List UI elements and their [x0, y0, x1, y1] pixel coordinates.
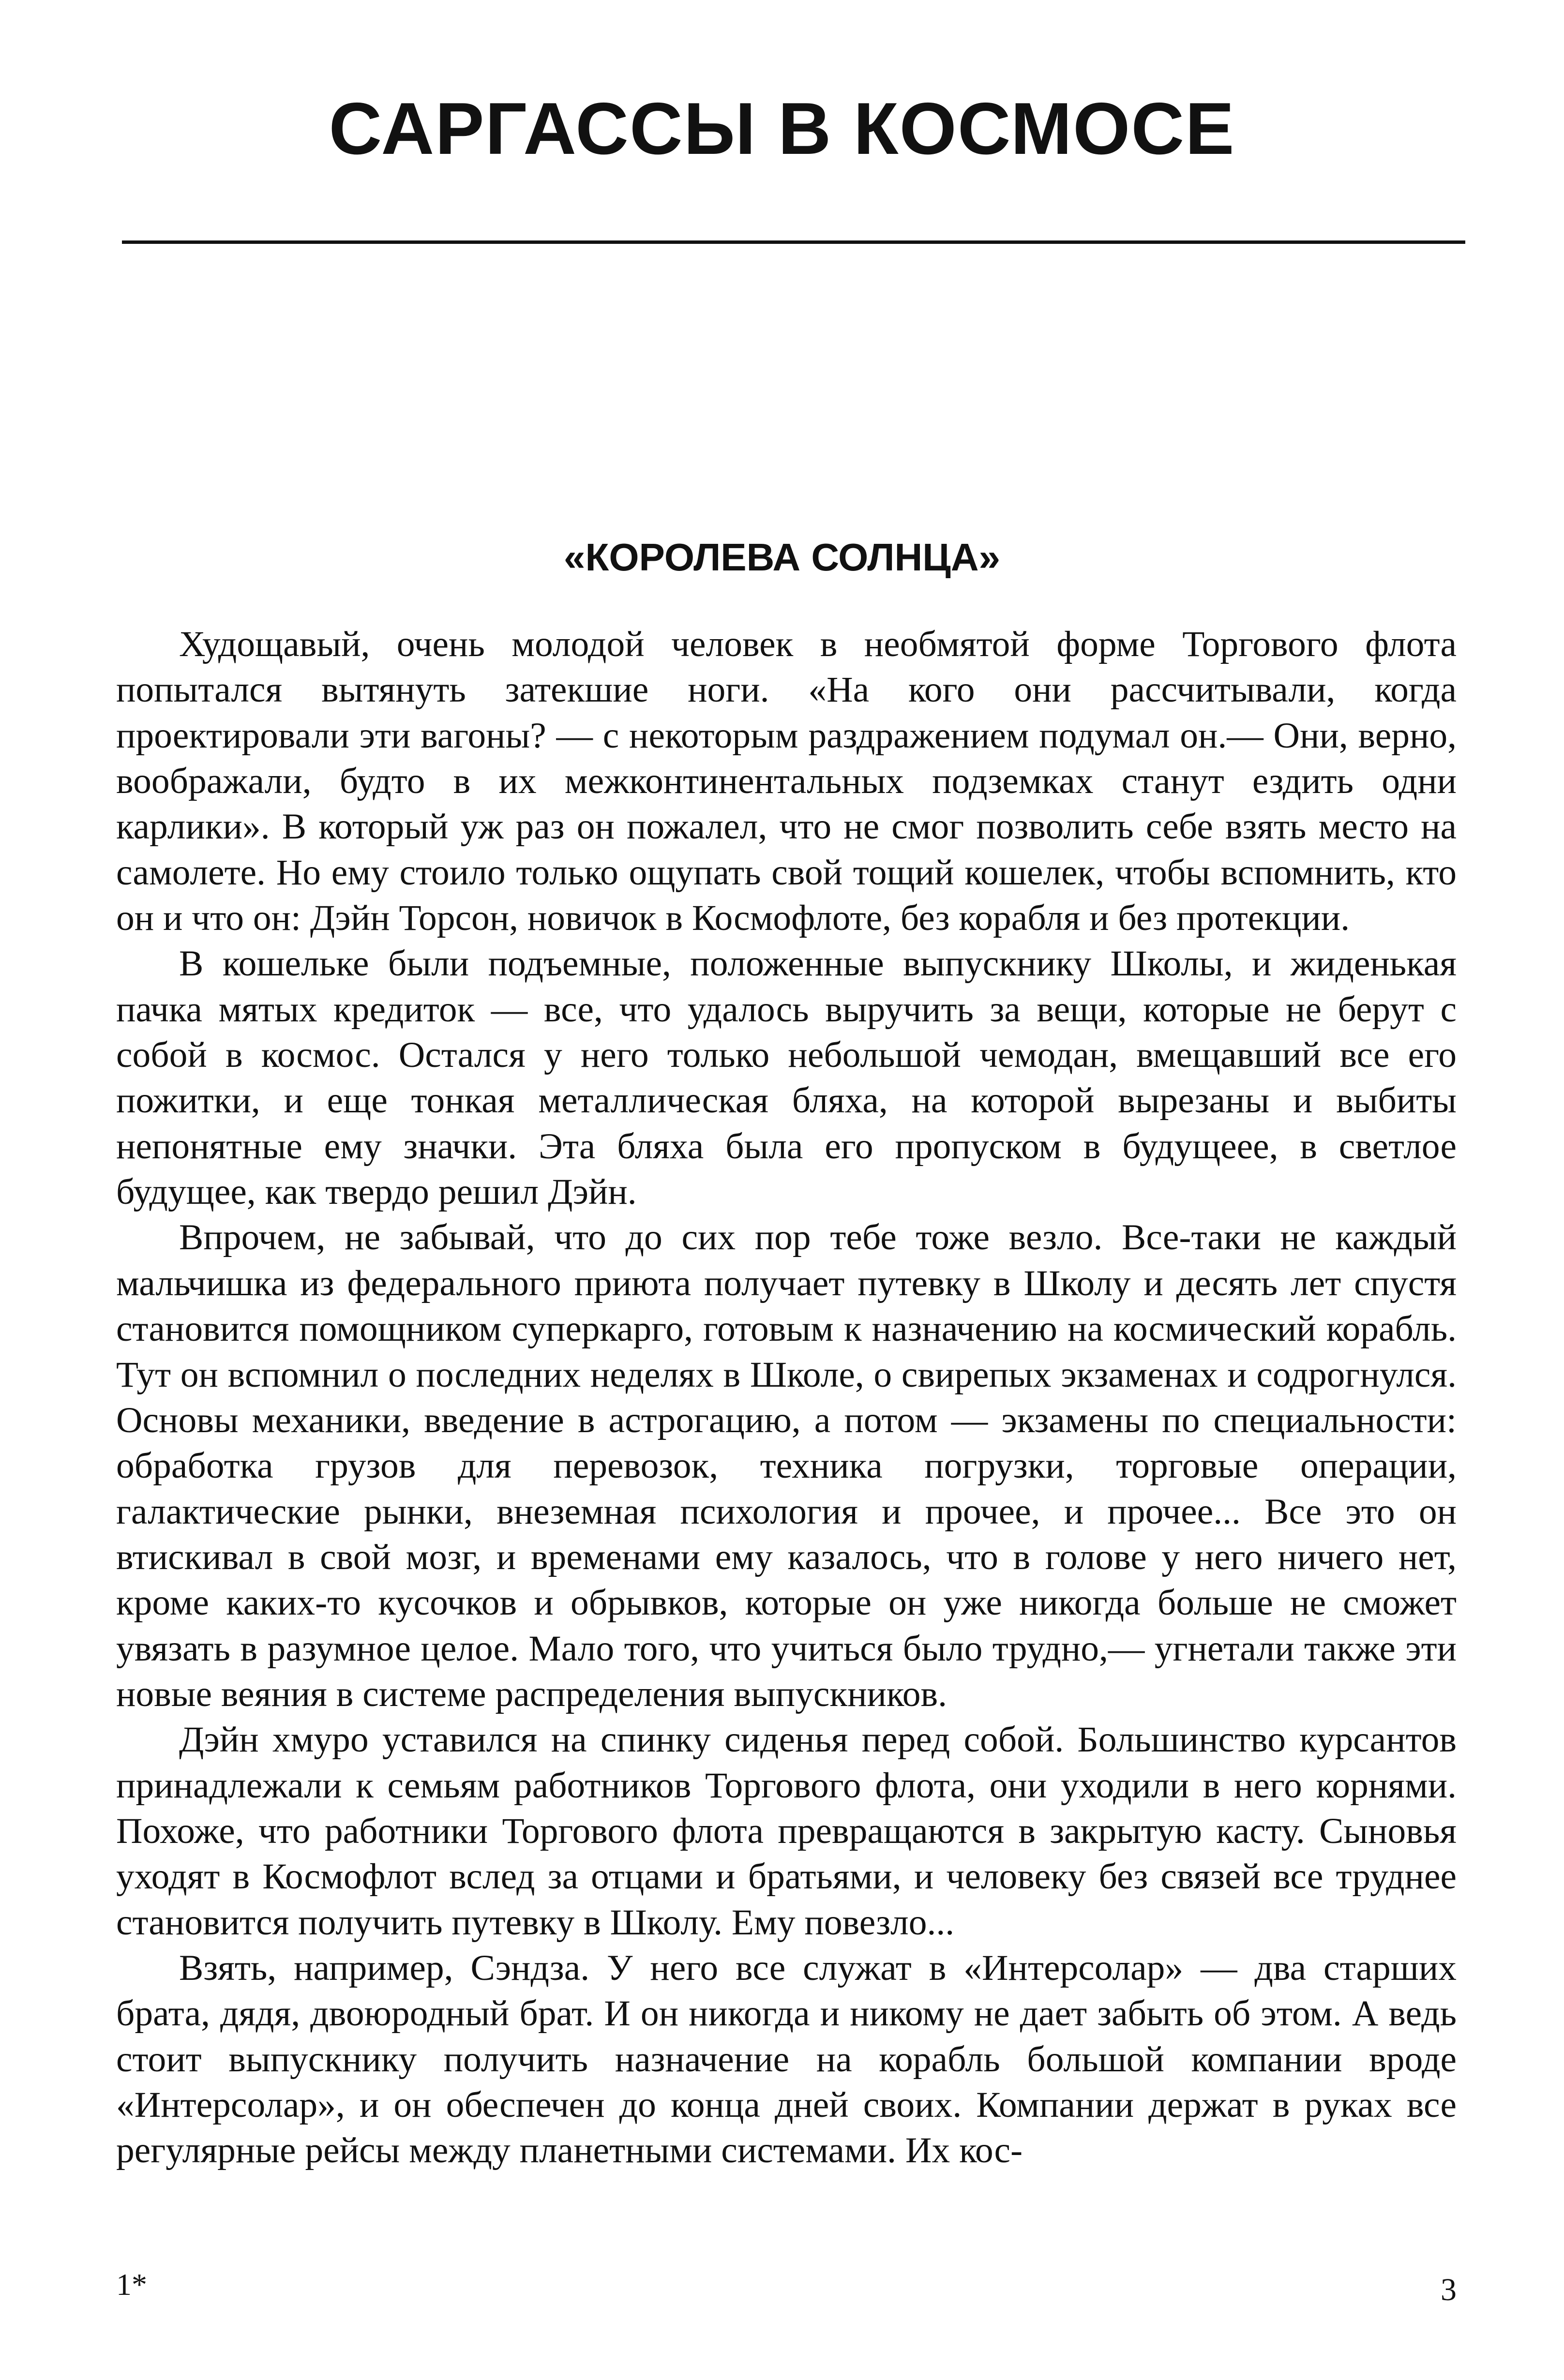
- signature-mark: 1*: [116, 2267, 147, 2302]
- paragraph: Впрочем, не забывай, что до сих пор тебе тоже везло. Все-таки не каждый мальчишка из федерального приюта получает путевку в Школу и десять лет спустя становится помощником суперкарго, готовым к назначению на космический корабль. Тут он вспомнил о последних неделях в Школе, о свирепых экзаменах и содрогнулся. Основы механики, введение в астрогацию, а потом — экзамены по специальности: обработка грузов для перевозок, техника погрузки, торговые операции, галактические рынки, внеземная психология и прочее, и прочее... Все это он втискивал в свой мозг, и временами ему казалось, что в голове у него ничего нет, кроме каких-то кусочков и обрывков, которые он уже никогда больше не сможет увязать в разумное целое. Мало того, что учиться было трудно,— угнетали также эти новые веяния в системе распределения выпускников.: [116, 1217, 1457, 1714]
- paragraph: В кошельке были подъемные, положенные выпускнику Школы, и жиденькая пачка мятых кредиток — все, что удалось выручить за вещи, которые не берут с собой в космос. Остался у него только небольшой чемодан, вмещавший все его пожитки, и еще тонкая металлическая бляха, на которой вырезаны и выбиты непонятные ему значки. Эта бляха была его пропуском в будущеее, в светлое будущее, как твердо решил Дэйн.: [116, 943, 1457, 1212]
- book-title: САРГАССЫ В КОСМОСЕ: [329, 88, 1235, 170]
- paragraph: Дэйн хмуро уставился на спинку сиденья перед собой. Большинство курсантов принадлежали к семьям работников Торгового флота, они уходили в него корнями. Похоже, что работники Торгового флота превращаются в закрытую касту. Сыновья уходят в Космофлот вслед за отцами и братьями, и человеку без связей все труднее становится получить путевку в Школу. Ему повезло...: [116, 1720, 1457, 1943]
- chapter-title: «КОРОЛЕВА СОЛНЦА»: [564, 536, 1000, 579]
- paragraph: Взять, например, Сэндза. У него все служат в «Интерсолар» — два старших брата, дядя, двоюродный брат. И он никогда и никому не дает забыть об этом. А ведь стоит выпускнику получить назначение на корабль большой компании вроде «Интерсолар», и он обеспечен до конца дней своих. Компании держат в руках все регулярные рейсы между планетными системами. Их кос-: [116, 1947, 1457, 2171]
- body-text: [116, 622, 1457, 2174]
- page-number: 3: [1441, 2272, 1457, 2307]
- paragraph: Худощавый, очень молодой человек в необмятой форме Торгового флота попытался вытянуть затекшие ноги. «На кого они рассчитывали, когда проектировали эти вагоны? — с некоторым раздражением подумал он.— Они, верно, воображали, будто в их межконтинентальных подземках станут ездить одни карлики». В который уж раз он пожалел, что не смог позволить себе взять место на самолете. Но ему стоило только ощупать свой тощий кошелек, чтобы вспомнить, кто он и что он: Дэйн Торсон, новичок в Космофлоте, без корабля и без протекции.: [116, 624, 1457, 939]
- title-divider: [122, 240, 1465, 244]
